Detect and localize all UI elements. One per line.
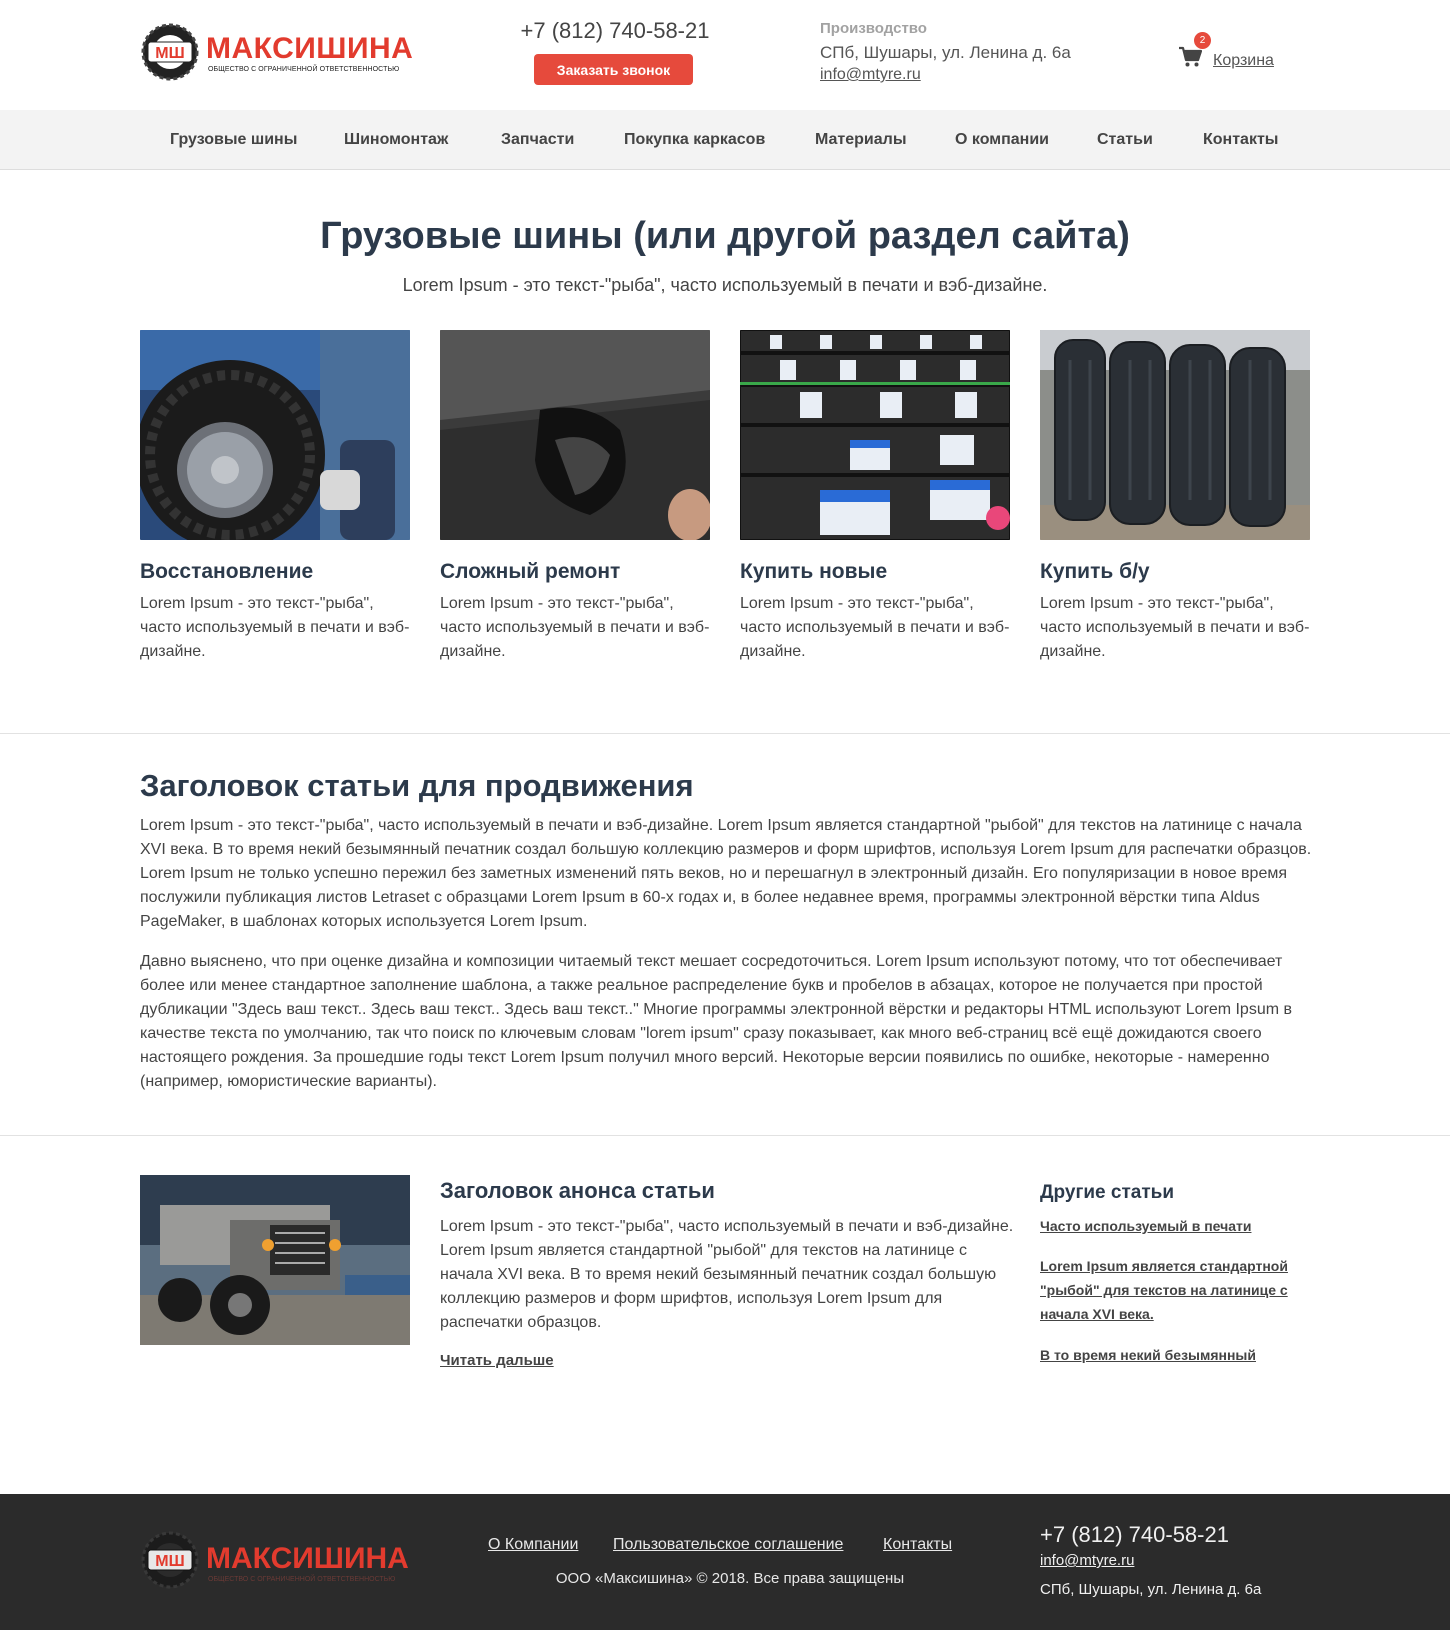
tyre-logo-icon bbox=[140, 22, 200, 82]
footer-phone[interactable]: +7 (812) 740-58-21 bbox=[1040, 1522, 1229, 1547]
logo[interactable] bbox=[140, 22, 414, 82]
nav-item-about[interactable]: О компании bbox=[955, 131, 1049, 148]
read-more-link[interactable]: Читать дальше bbox=[440, 1352, 554, 1369]
footer-link-about[interactable]: О Компании bbox=[488, 1536, 579, 1553]
page-subtitle: Lorem Ipsum - это текст-"рыба", часто используемый в печати и вэб-дизайне. bbox=[402, 275, 1048, 295]
header bbox=[0, 0, 1450, 110]
new-tyres-image bbox=[740, 330, 1010, 540]
used-tyres-image bbox=[1040, 330, 1310, 540]
cart-count-badge: 2 bbox=[1194, 32, 1211, 49]
footer-copyright: ООО «Максишина» © 2018. Все права защищены bbox=[555, 1570, 905, 1587]
footer-address: СПб, Шушары, ул. Ленина д. 6а bbox=[1040, 1581, 1262, 1598]
nav-item-contacts[interactable]: Контакты bbox=[1203, 131, 1279, 148]
order-call-button[interactable]: Заказать звонок bbox=[534, 54, 693, 85]
card-text: Lorem Ipsum - это текст-"рыба", часто используемый в печати и вэб-дизайне. bbox=[140, 595, 410, 660]
nav-item-carcass-purchase[interactable]: Покупка каркасов bbox=[624, 131, 766, 148]
service-card-buy-used[interactable] bbox=[1040, 330, 1310, 660]
announce-text: Lorem Ipsum - это текст-"рыба", часто используемый в печати и вэб-дизайне. Lorem Ipsum является стандартной "рыбой" для текстов на латинице с начала XVI века. В то время некий безымянный печатник создал большую коллекцию размеров и форм шрифтов, используя Lorem Ipsum для распечатки образцов. bbox=[440, 1218, 1014, 1331]
logo-subtitle: ОБЩЕСТВО С ОГРАНИЧЕННОЙ ОТВЕТСТВЕННОСТЬЮ bbox=[208, 1576, 396, 1583]
main-nav bbox=[0, 110, 1450, 170]
card-title[interactable]: Сложный ремонт bbox=[440, 560, 621, 583]
nav-item-parts[interactable]: Запчасти bbox=[501, 131, 575, 148]
footer-email-link[interactable]: info@mtyre.ru bbox=[1040, 1552, 1135, 1569]
logo-mark: МШ bbox=[155, 1553, 185, 1570]
announce-title[interactable]: Заголовок анонса статьи bbox=[440, 1178, 715, 1203]
card-text: Lorem Ipsum - это текст-"рыба", часто используемый в печати и вэб-дизайне. bbox=[740, 595, 1010, 660]
article-paragraph: Давно выяснено, что при оценке дизайна и композиции читаемый текст мешает сосредоточиться. Lorem Ipsum используют потому, что тот обеспечивает более или менее стандартное заполнение шаблона, а также реальное распределение букв и пробелов в абзацах, которое не получается при простой дубликации "Здесь ваш текст.. Здесь ваш текст.. Здесь ваш текст.." Многие программы электронной вёрстки и редакторы HTML используют Lorem Ipsum в качестве текста по умолчанию, так что поиск по ключевым словам "lorem ipsum" сразу показывает, как много веб-страниц всё ещё дожидаются своего настоящего рождения. За прошедшие годы текст Lorem Ipsum получил много версий. Некоторые версии появились по ошибке, некоторые - намеренно (например, юмористические варианты). bbox=[140, 953, 1292, 1090]
tyre-repair-image bbox=[440, 330, 710, 540]
other-articles-title: Другие статьи bbox=[1040, 1182, 1175, 1203]
other-article-link[interactable]: В то время некий безымянный bbox=[1040, 1347, 1256, 1363]
tyre-logo-icon bbox=[140, 1530, 200, 1590]
production-address: СПб, Шушары, ул. Ленина д. 6а bbox=[820, 43, 1071, 62]
card-title[interactable]: Купить б/у bbox=[1040, 560, 1150, 583]
page-title: Грузовые шины (или другой раздел сайта) bbox=[320, 215, 1130, 257]
cart-icon[interactable] bbox=[1178, 46, 1202, 73]
footer-link-user-agreement[interactable]: Пользовательское соглашение bbox=[613, 1536, 844, 1553]
service-card-buy-new[interactable] bbox=[740, 330, 1010, 660]
other-article-link[interactable]: Часто используемый в печати bbox=[1040, 1218, 1252, 1234]
other-article-link[interactable]: Lorem Ipsum является стандартной "рыбой" для текстов на латинице с начала XVI века. bbox=[1040, 1258, 1288, 1322]
article-title: Заголовок статьи для продвижения bbox=[140, 768, 694, 803]
card-title[interactable]: Восстановление bbox=[140, 560, 314, 583]
logo-mark: МШ bbox=[155, 45, 185, 62]
footer-logo[interactable] bbox=[140, 1530, 409, 1592]
footer-link-contacts[interactable]: Контакты bbox=[883, 1536, 953, 1553]
tyre-restoration-image bbox=[140, 330, 410, 540]
service-card-restoration[interactable] bbox=[140, 330, 410, 660]
nav-item-materials[interactable]: Материалы bbox=[815, 131, 907, 148]
nav-item-tyre-service[interactable]: Шиномонтаж bbox=[344, 131, 449, 148]
logo-subtitle: ОБЩЕСТВО С ОГРАНИЧЕННОЙ ОТВЕТСТВЕННОСТЬЮ bbox=[208, 66, 400, 73]
footer bbox=[0, 1494, 1450, 1630]
section-divider bbox=[0, 733, 1450, 734]
truck-image[interactable] bbox=[140, 1175, 410, 1345]
card-text: Lorem Ipsum - это текст-"рыба", часто используемый в печати и вэб-дизайне. bbox=[1040, 595, 1310, 660]
header-email-link[interactable]: info@mtyre.ru bbox=[820, 66, 921, 83]
cart-link[interactable]: Корзина bbox=[1213, 52, 1274, 69]
section-divider bbox=[0, 1135, 1450, 1136]
logo-text: МАКСИШИНА bbox=[206, 32, 414, 65]
production-label: Производство bbox=[820, 20, 927, 37]
logo-text: МАКСИШИНА bbox=[206, 1542, 409, 1575]
service-card-repair[interactable] bbox=[440, 330, 710, 660]
nav-item-articles[interactable]: Статьи bbox=[1097, 131, 1153, 148]
article-paragraph: Lorem Ipsum - это текст-"рыба", часто используемый в печати и вэб-дизайне. Lorem Ipsum является стандартной "рыбой" для текстов на латинице с начала XVI века. В то время некий безымянный печатник создал большую коллекцию размеров и форм шрифтов, используя Lorem Ipsum для распечатки образцов. Lorem Ipsum не только успешно пережил без заметных изменений пять веков, но и перешагнул в электронный дизайн. Его популяризации в новое время послужили публикация листов Letraset с образцами Lorem Ipsum в 60-х годах и, в более недавнее время, программы электронной вёрстки типа Aldus PageMaker, в шаблонах которых используется Lorem Ipsum. bbox=[140, 817, 1312, 930]
card-title[interactable]: Купить новые bbox=[740, 560, 888, 583]
card-text: Lorem Ipsum - это текст-"рыба", часто используемый в печати и вэб-дизайне. bbox=[440, 595, 710, 660]
nav-item-truck-tyres[interactable]: Грузовые шины bbox=[170, 131, 298, 148]
header-phone[interactable]: +7 (812) 740-58-21 bbox=[520, 18, 710, 43]
